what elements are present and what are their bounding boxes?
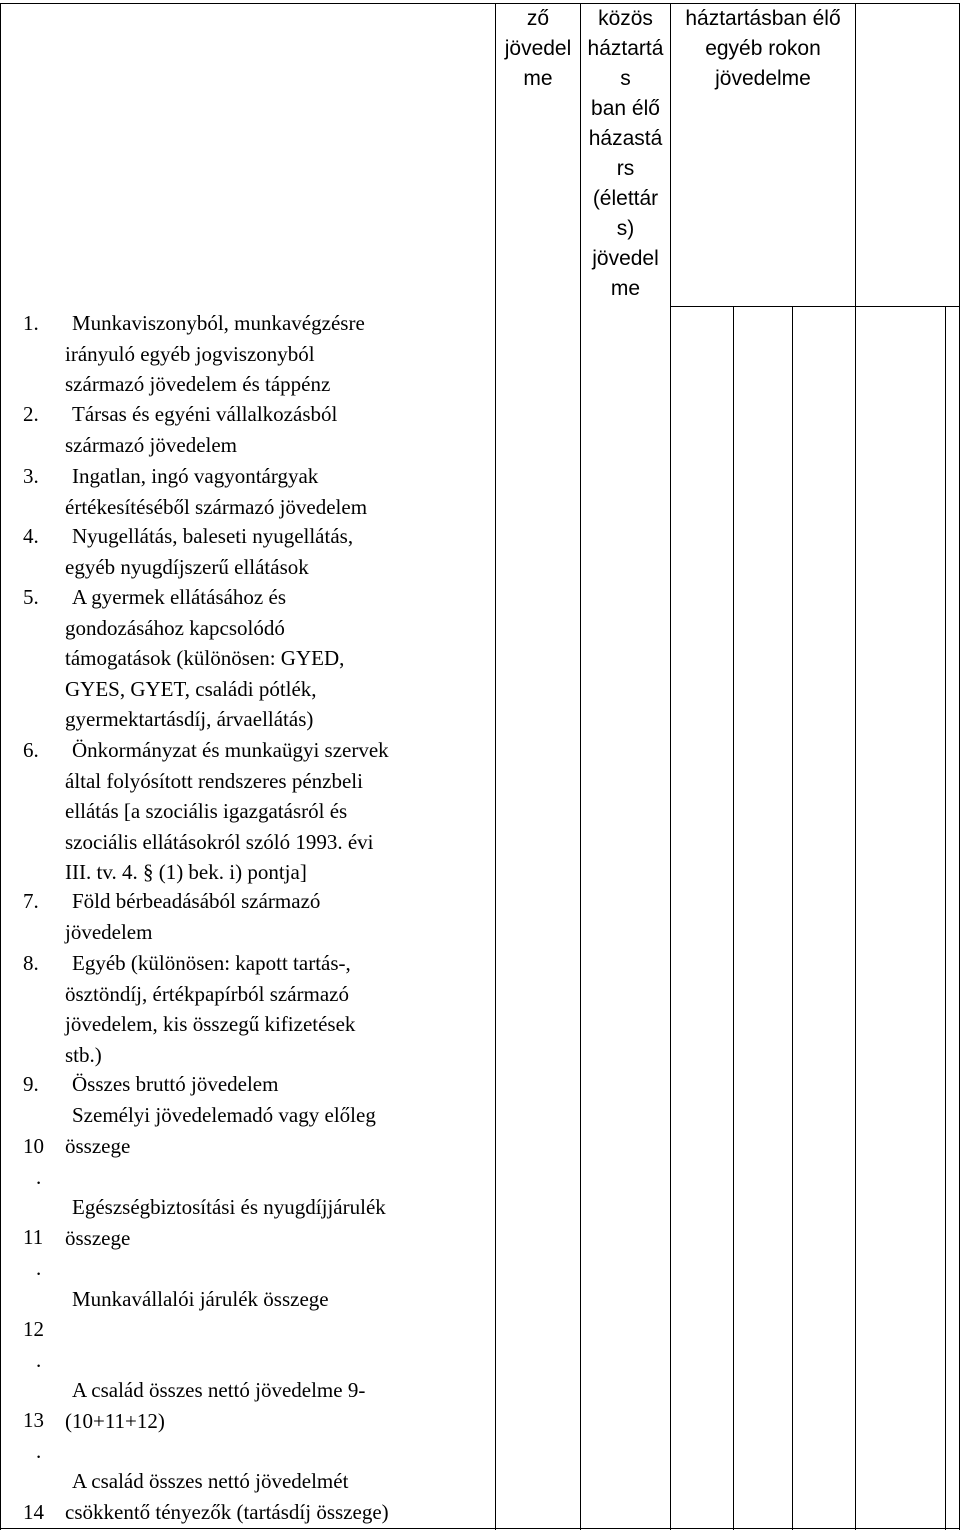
row-label-line: jövedelem, kis összegű kifizetések — [65, 1012, 356, 1036]
row-number: 11 — [23, 1225, 44, 1249]
row-number-dot: . — [36, 1256, 42, 1280]
col-line-3 — [670, 3, 671, 1530]
row-number-dot: . — [36, 1348, 42, 1372]
row-label-line: ellátás [a szociális igazgatásról és — [65, 799, 348, 823]
header-text-line: háztartá — [587, 37, 664, 60]
row-label-line: Társas és egyéni vállalkozásból — [72, 402, 338, 426]
row-number: 7. — [23, 889, 39, 913]
col-line-7 — [945, 306, 946, 1530]
header-income — [496, 4, 580, 94]
row-number: 2. — [23, 402, 39, 426]
header-text-line: me — [610, 277, 641, 300]
row-number: 8. — [23, 951, 39, 975]
row-number: 3. — [23, 464, 39, 488]
row-label-line: Munkavállalói járulék összege — [72, 1287, 329, 1311]
row-label-line: III. tv. 4. § (1) bek. i) pontja] — [65, 860, 307, 884]
header-text-line: háztartásban élő — [685, 7, 841, 30]
row-label-line: Önkormányzat és munkaügyi szervek — [72, 738, 389, 762]
row-label-line: gyermektartásdíj, árvaellátás) — [65, 707, 314, 731]
row-label-line: Egyéb (különösen: kapott tartás-, — [72, 951, 351, 975]
row-label-line: Személyi jövedelemadó vagy előleg — [72, 1103, 376, 1127]
row-label-line: Összes bruttó jövedelem — [72, 1072, 279, 1096]
row-number: 1. — [23, 311, 39, 335]
row-label-line: által folyósított rendszeres pénzbeli — [65, 768, 363, 793]
header-text-line: me — [523, 67, 553, 90]
row-label-line: stb.) — [65, 1042, 102, 1067]
row-label — [0, 399, 337, 460]
row-label — [0, 886, 320, 947]
row-label-line: értékesítéséből származó jövedelem — [65, 494, 368, 519]
row-number: 10 — [23, 1134, 44, 1158]
row-number: 12 — [23, 1317, 44, 1341]
row-label-line: (10+11+12) — [65, 1408, 165, 1433]
row-label-line: jövedelem — [65, 919, 153, 944]
header-text-line: s — [620, 67, 631, 90]
row-label-line: Nyugellátás, baleseti nyugellátás, — [72, 524, 354, 548]
header-text-line: egyéb rokon — [705, 37, 821, 60]
header-relatives-income — [671, 4, 855, 94]
row-number: 9. — [23, 1072, 39, 1096]
row-number-dot: . — [36, 1165, 42, 1189]
row-label-line: GYES, GYET, családi pótlék, — [65, 676, 317, 701]
header-text-line: s) — [616, 217, 635, 240]
row-label — [0, 308, 365, 400]
header-text-line: ban élő — [591, 97, 660, 120]
header-text-line: rs — [616, 157, 635, 180]
row-label-line: összege — [65, 1133, 131, 1158]
row-number: 14 — [23, 1500, 44, 1524]
row-label-line: A család összes nettó jövedelmét — [72, 1469, 349, 1493]
row-label-line: ösztöndíj, értékpapírból származó — [65, 981, 349, 1006]
row-label — [0, 461, 367, 522]
row-label-line: szociális ellátásokról szóló 1993. évi — [65, 829, 374, 854]
row-label-line: összege — [65, 1225, 131, 1250]
row-label-line: származó jövedelem — [65, 432, 237, 457]
header-text-line: házastá — [588, 127, 663, 150]
row-label-line: támogatások (különösen: GYED, — [65, 646, 345, 670]
row-label — [0, 948, 355, 1070]
row-label-line: Munkaviszonyból, munkavégzésre — [72, 311, 365, 335]
header-bottom-border — [670, 306, 960, 307]
row-number: 4. — [23, 524, 39, 548]
row-label-line: A család összes nettó jövedelme 9- — [72, 1378, 366, 1402]
header-text-line: jövedel — [504, 37, 572, 60]
header-text-line: közös — [598, 7, 653, 30]
header-text-line: ző — [526, 7, 550, 30]
row-label — [0, 1192, 386, 1253]
row-number-dot: . — [36, 1439, 42, 1463]
row-label-line: csökkentő tényezők (tartásdíj összege) — [65, 1499, 389, 1524]
row-number: 6. — [23, 738, 39, 762]
header-spouse-income — [581, 4, 670, 304]
row-label — [0, 1100, 376, 1161]
row-label-line: származó jövedelem és táppénz — [65, 372, 331, 396]
col-line-5 — [792, 306, 793, 1530]
row-label-line: Ingatlan, ingó vagyontárgyak — [72, 464, 319, 488]
row-label-line: gondozásához kapcsolódó — [65, 615, 285, 640]
table-border-bottom — [0, 1528, 960, 1529]
row-label-line: Egészségbiztosítási és nyugdíjjárulék — [72, 1195, 386, 1219]
row-label — [0, 1375, 365, 1436]
row-label — [0, 582, 344, 735]
col-line-6 — [855, 3, 856, 1530]
row-label-line: irányuló egyéb jogviszonyból — [65, 341, 315, 366]
header-text-line: jövedelme — [715, 67, 811, 90]
row-label — [0, 1284, 329, 1315]
row-label-line: Föld bérbeadásából származó — [72, 889, 321, 913]
col-line-4 — [733, 306, 734, 1530]
row-number: 5. — [23, 585, 39, 609]
row-label-line: egyéb nyugdíjszerű ellátások — [65, 554, 309, 579]
row-label — [0, 1069, 278, 1100]
col-line-1 — [495, 3, 496, 1530]
row-number: 13 — [23, 1408, 44, 1432]
row-label-line: A gyermek ellátásához és — [72, 585, 286, 609]
row-label — [0, 521, 353, 582]
header-text-line: jövedel — [592, 247, 659, 270]
row-label — [0, 1466, 389, 1527]
header-text-line: (élettár — [592, 187, 659, 210]
row-label — [0, 735, 389, 888]
